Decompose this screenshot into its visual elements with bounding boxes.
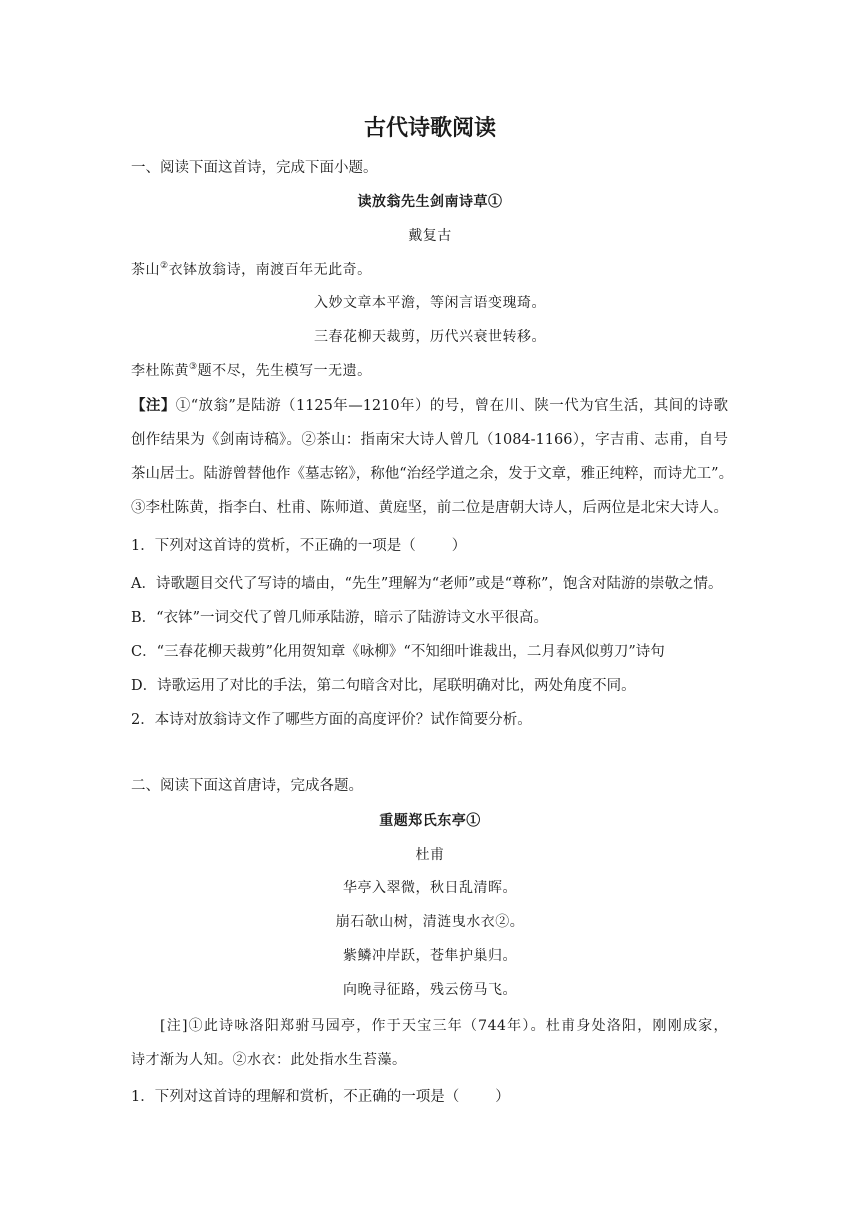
poem-line-text: 茶山 (131, 262, 160, 278)
section2-note-line-2: 诗才渐为人知。②水衣：此处指水生苔藻。 (131, 1052, 407, 1068)
footnote-marker: ③ (189, 362, 198, 372)
question-stem: 1．下列对这首诗的理解和赏析，不正确的一项是（ (131, 1089, 460, 1105)
section2-poem-line-1: 华亭入翠微，秋日乱清晖。 (343, 880, 517, 896)
question-stem: 1．下列对这首诗的赏析，不正确的一项是（ (131, 538, 416, 554)
section1-q1-option-a: A．诗歌题目交代了写诗的墙由，“先生”理解为“老师”或是“尊称”，饱含对陆游的崇敬之情。 (131, 576, 723, 592)
section1-question-1 (131, 536, 466, 556)
note-label: 【注】 (131, 397, 176, 414)
section2-poem-line-4: 向晚寻征路，残云傍马飞。 (343, 982, 517, 998)
section1-note-line-3: 茶山居士。陆游曾替他作《墓志铭》，称他“治经学道之余，发于文章，雅正纯粹，而诗尤工”。 (131, 466, 734, 482)
section1-q1-option-c: C．“三春花柳天裁剪”化用贺知章《咏柳》“不知细叶谁裁出，二月春风似剪刀”诗句 (131, 644, 665, 660)
section1-question-2: 2．本诗对放翁诗文作了哪些方面的高度评价？试作简要分析。 (131, 712, 532, 728)
section1-poem-line-1 (131, 260, 372, 280)
note-text: ①“放翁”是陆游（1125年—1210年）的号，曾在川、陕一代为官生活，其间的诗歌 (175, 398, 728, 414)
section2-poem-line-3: 紫鳞冲岸跃，苍隼护巢归。 (343, 948, 517, 964)
section1-heading: 一、阅读下面这首诗，完成下面小题。 (131, 160, 378, 176)
page-title: 古代诗歌阅读 (363, 115, 496, 141)
section2-poem-line-2: 崩石欹山树，清涟曳水衣②。 (335, 914, 525, 930)
section2-heading: 二、阅读下面这首唐诗，完成各题。 (131, 778, 363, 794)
section1-q1-option-b: B．“衣钵”一词交代了曾几师承陆游，暗示了陆游诗文水平很高。 (131, 610, 548, 626)
section2-question-1 (131, 1087, 510, 1107)
section1-note-line-1 (131, 396, 728, 416)
section1-poem-line-4 (131, 361, 372, 381)
poem-line-text: 衣钵放翁诗，南渡百年无此奇。 (168, 262, 372, 278)
question-close: ） (451, 538, 467, 554)
section1-poem-author: 戴复古 (408, 228, 452, 244)
section2-note-line-1: [注]①此诗咏洛阳郑驸马园亭，作于天宝三年（744年）。杜甫身处洛阳，刚刚成家， (160, 1018, 728, 1034)
footnote-marker: ② (160, 261, 169, 271)
section1-note-line-4: ③李杜陈黄，指李白、杜甫、陈师道、黄庭坚，前二位是唐朝大诗人，后两位是北宋大诗人。 (131, 500, 728, 516)
section1-poem-line-3: 三春花柳天裁剪，历代兴衰世转移。 (314, 329, 546, 345)
question-close: ） (495, 1089, 510, 1105)
section2-poem-title: 重题郑氏东亭① (379, 813, 481, 829)
section1-note-line-2: 创作结果为《剑南诗稿》。②茶山：指南宋大诗人曾几（1084-1166），字吉甫、志甫，自号 (131, 432, 728, 448)
section1-poem-title: 读放翁先生剑南诗草① (357, 194, 503, 210)
section1-poem-line-2: 入妙文章本平澹，等闲言语变瑰琦。 (314, 295, 546, 311)
section1-q1-option-d: D．诗歌运用了对比的手法，第二句暗含对比，尾联明确对比，两处角度不同。 (131, 678, 636, 694)
section2-poem-author: 杜甫 (415, 847, 445, 863)
poem-line-text: 李杜陈黄 (131, 363, 189, 379)
poem-line-text: 题不尽，先生模写一无遗。 (197, 363, 372, 379)
